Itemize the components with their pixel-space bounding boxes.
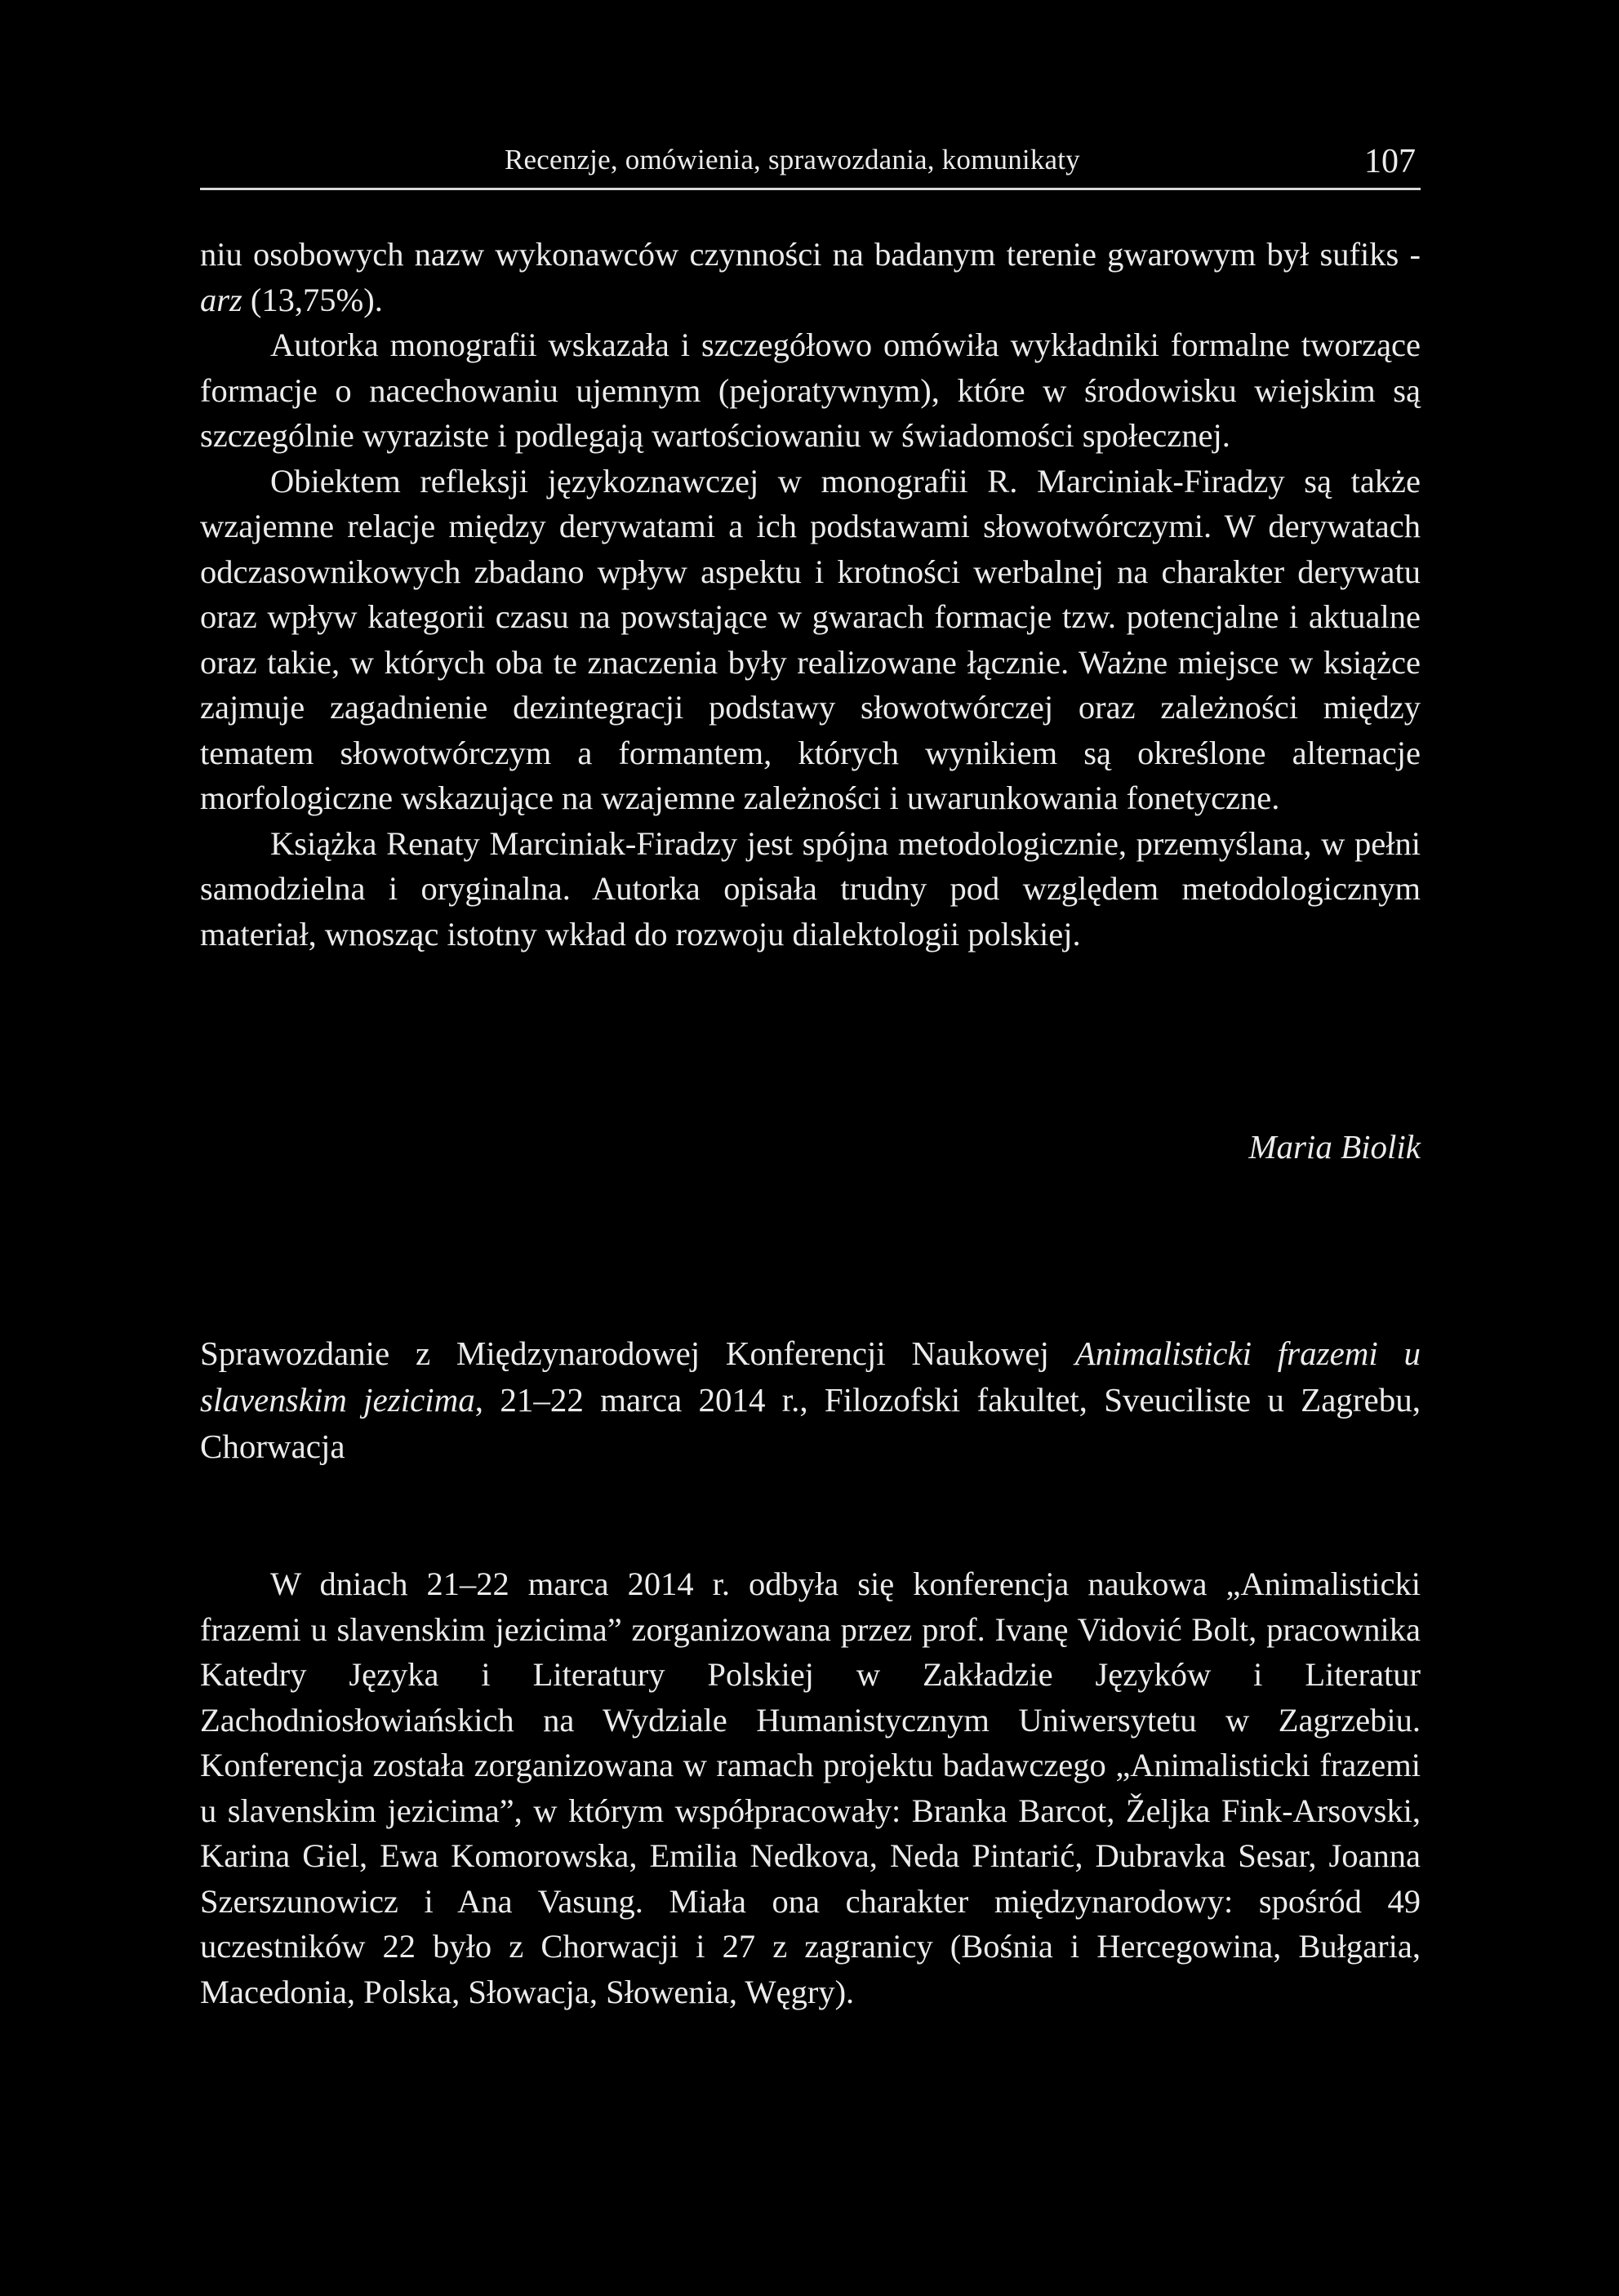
report-heading: Sprawozdanie z Międzynarodowej Konferencji Naukowej Animalisticki frazemi u slavenskim jezicima, 21–22 marca 2014 r., Filozofski fakultet, Sveuciliste u Zagrebu, Chorwacja	[200, 1335, 1421, 1465]
review-paragraph-4: Książka Renaty Marciniak-Firadzy jest spójna metodologicznie, przemyślana, w pełni samodzielna i oryginalna. Autorka opisała trudny pod względem metodologicznym materiał, wnosząc istotny wkład do rozwoju dialektologii polskiej.	[200, 824, 1421, 953]
conference-title: Animalisticki frazemi u slavenskim jezicima	[200, 1335, 1421, 1419]
report-body	[200, 1561, 1421, 2014]
running-header	[200, 139, 1421, 190]
suffix-arz: arz	[200, 281, 242, 318]
review-paragraph-1: niu osobowych nazw wykonawców czynności na badanym terenie gwarowym był sufiks -arz (13,75%).	[200, 236, 1421, 318]
review-body	[200, 232, 1421, 957]
report-paragraph-1: W dniach 21–22 marca 2014 r. odbyła się konferencja naukowa „Animalisticki frazemi u slavenskim jezicima” zorganizowana przez prof. Ivanę Vidović Bolt, pracownika Katedry Języka i Literatury Polskiej w Zakładzie Języków i Literatur Zachodniosłowiańskich na Wydziale Humanistycznym Uniwersytetu w Zagrzebiu. Konferencja została zorganizowana w ramach projektu badawczego „Animalisticki frazemi u slavenskim jezicima”, w którym współpracowały: Branka Barcot, Željka Fink-Arsovski, Karina Giel, Ewa Komorowska, Emilia Nedkova, Neda Pintarić, Dubravka Sesar, Joanna Szerszunowicz i Ana Vasung. Miała ona charakter międzynarodowy: spośród 49 uczestników 22 było z Chorwacji i 27 z zagranicy (Bośnia i Hercegowina, Bułgaria, Macedonia, Polska, Słowacja, Słowenia, Węgry).	[200, 1565, 1421, 2010]
running-title: Recenzje, omówienia, sprawozdania, komunikaty	[505, 144, 1080, 175]
review-paragraph-3: Obiektem refleksji językoznawczej w monografii R. Marciniak-Firadzy są także wzajemne relacje między derywatami a ich podstawami słowotwórczymi. W derywatach odczasownikowych zbadano wpływ aspektu i krotności werbalnej na charakter derywatu oraz wpływ kategorii czasu na powstające w gwarach formacje tzw. potencjalne i aktualne oraz takie, w których oba te znaczenia były realizowane łącznie. Ważne miejsce w książce zajmuje zagadnienie dezintegracji podstawy słowotwórczej oraz zależności między tematem słowotwórczym a formantem, których wynikiem są określone alternacje morfologiczne wskazujące na wzajemne zależności i uwarunkowania fonetyczne.	[200, 462, 1421, 816]
review-paragraph-2: Autorka monografii wskazała i szczegółowo omówiła wykładniki formalne tworzące formacje o nacechowaniu ujemnym (pejoratywnym), które w środowisku wiejskim są szczególnie wyraziste i podlegają wartościowaniu w świadomości społecznej.	[200, 326, 1421, 454]
review-author-signature: Maria Biolik	[1248, 1128, 1421, 1166]
page-number: 107	[1364, 143, 1416, 180]
